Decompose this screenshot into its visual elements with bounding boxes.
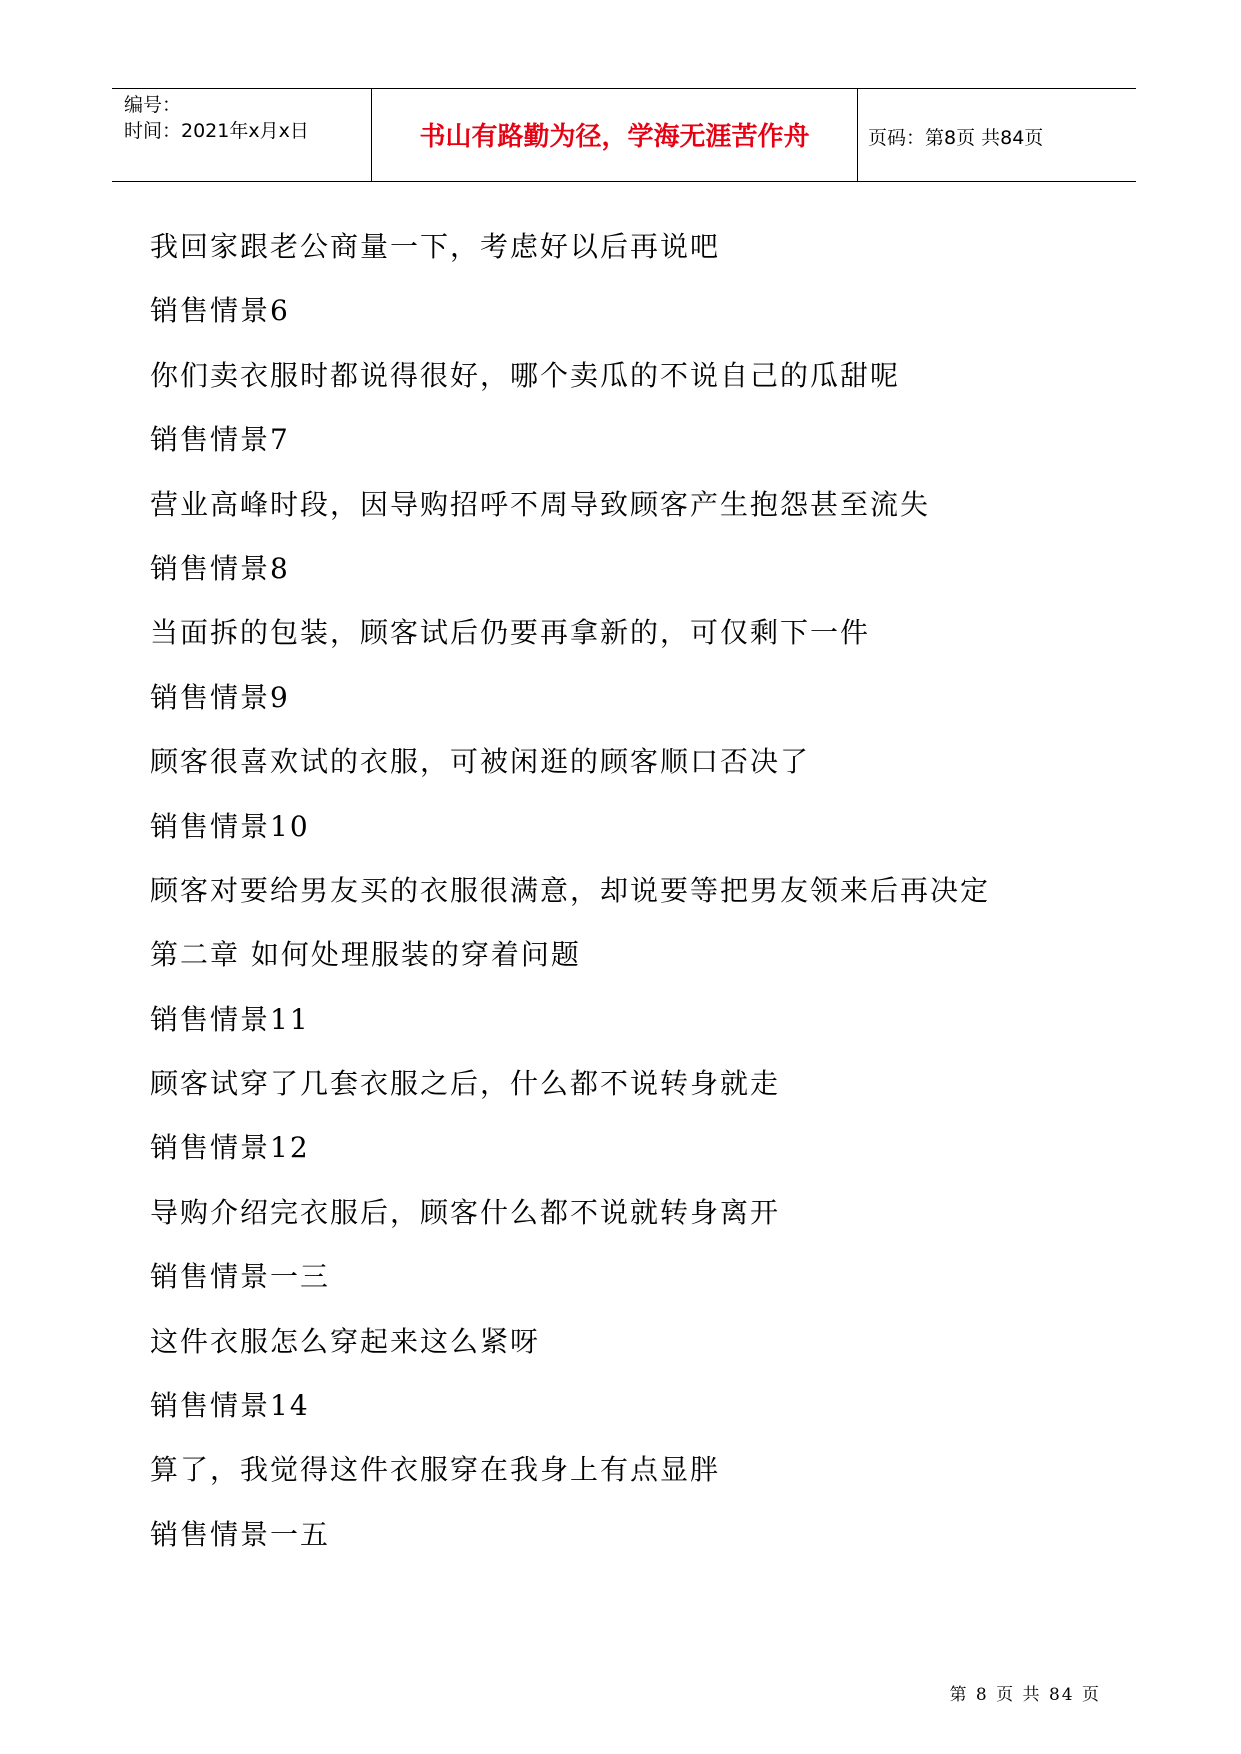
body-line: 顾客很喜欢试的衣服，可被闲逛的顾客顺口否决了	[150, 745, 811, 779]
section-heading: 销售情景一三	[150, 1260, 331, 1294]
body-line: 算了，我觉得这件衣服穿在我身上有点显胖	[150, 1453, 721, 1487]
section-heading: 销售情景一五	[150, 1517, 331, 1551]
section-heading: 销售情景7	[150, 423, 290, 457]
section-heading: 销售情景11	[150, 1002, 310, 1036]
document-body	[150, 215, 1110, 1567]
body-line: 顾客对要给男友买的衣服很满意，却说要等把男友领来后再决定	[150, 873, 991, 907]
motto: 书山有路勤为径，学海无涯苦作舟	[419, 122, 810, 152]
time-label: 时间：2021年x月x日	[124, 120, 309, 142]
code-label: 编号：	[124, 94, 182, 116]
body-line: 营业高峰时段，因导购招呼不周导致顾客产生抱怨甚至流失	[150, 487, 931, 521]
body-line: 你们卖衣服时都说得很好，哪个卖瓜的不说自己的瓜甜呢	[150, 358, 901, 392]
header-info-cell	[112, 89, 372, 181]
body-line: 我回家跟老公商量一下，考虑好以后再说吧	[150, 230, 721, 263]
body-line: 这件衣服怎么穿起来这么紧呀	[150, 1324, 541, 1358]
body-line: 当面拆的包装，顾客试后仍要再拿新的，可仅剩下一件	[150, 616, 871, 650]
page-footer: 第 8 页 共 84 页	[949, 1685, 1101, 1705]
body-line: 导购介绍完衣服后，顾客什么都不说就转身离开	[150, 1195, 781, 1229]
header-motto-cell	[372, 89, 858, 181]
body-line: 顾客试穿了几套衣服之后，什么都不说转身就走	[150, 1067, 781, 1101]
chapter-heading: 第二章 如何处理服装的穿着问题	[150, 938, 581, 972]
page-code: 页码：第8页 共84页	[868, 127, 1044, 149]
section-heading: 销售情景12	[150, 1131, 310, 1165]
section-heading: 销售情景9	[150, 680, 290, 714]
page-header	[112, 88, 1136, 182]
header-page-cell	[858, 89, 1136, 181]
section-heading: 销售情景8	[150, 551, 290, 585]
section-heading: 销售情景14	[150, 1389, 310, 1423]
section-heading: 销售情景10	[150, 809, 310, 843]
section-heading: 销售情景6	[150, 294, 290, 328]
